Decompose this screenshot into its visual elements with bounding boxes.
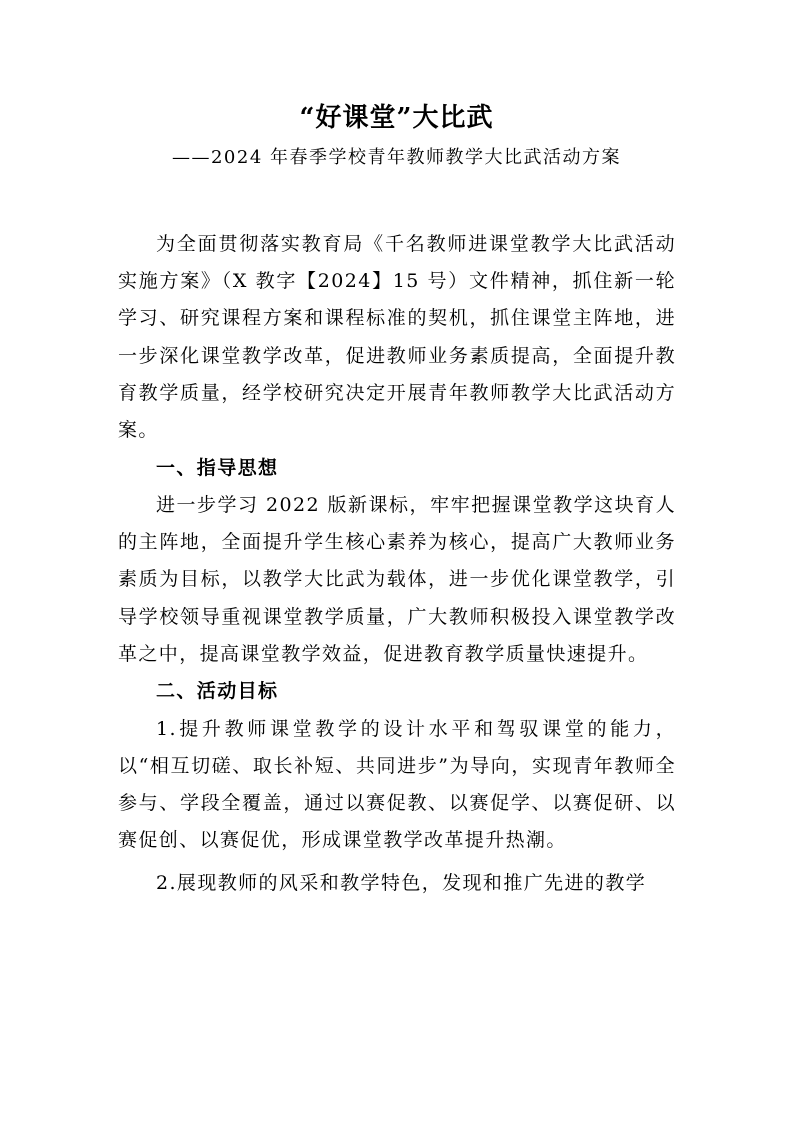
intro-paragraph: 为全面贯彻落实教育局《千名教师进课堂教学大比武活动实施方案》（X 教字【2024】15 号）文件精神，抓住新一轮学习、研究课程方案和课程标准的契机，抓住课堂主阵地，进一步深化课堂教学改革，促进教师业务素质提高，全面提升教育教学质量，经学校研究决定开展青年教师教学大比武活动方案。 <box>118 233 676 442</box>
document-subtitle: ——2024 年春季学校青年教师教学大比武活动方案 <box>171 147 622 168</box>
document-body <box>118 226 676 903</box>
guiding-ideology-paragraph: 进一步学习 2022 版新课标，牢牢把握课堂教学这块育人的主阵地，全面提升学生核心素养为核心，提高广大教师业务素质为目标，以教学大比武为载体，进一步优化课堂教学，引导学校领导重视课堂教学质量，广大教师积极投入课堂教学改革之中，提高课堂教学效益，促进教育教学质量快速提升。 <box>118 493 676 665</box>
document-title: “好课堂”大比武 <box>299 103 494 133</box>
goal-2-paragraph: 2.展现教师的风采和教学特色，发现和推广先进的教学 <box>156 872 647 895</box>
section-heading-activity-goals: 二、活动目标 <box>156 680 279 703</box>
goal-1-paragraph: 1.提升教师课堂教学的设计水平和驾驭课堂的能力，以“相互切磋、取长补短、共同进步”为导向，实现青年教师全参与、学段全覆盖，通过以赛促教、以赛促学、以赛促研、以赛促创、以赛促优，形成课堂教学改革提升热潮。 <box>118 717 676 852</box>
section-heading-guiding-ideology: 一、指导思想 <box>156 456 279 479</box>
